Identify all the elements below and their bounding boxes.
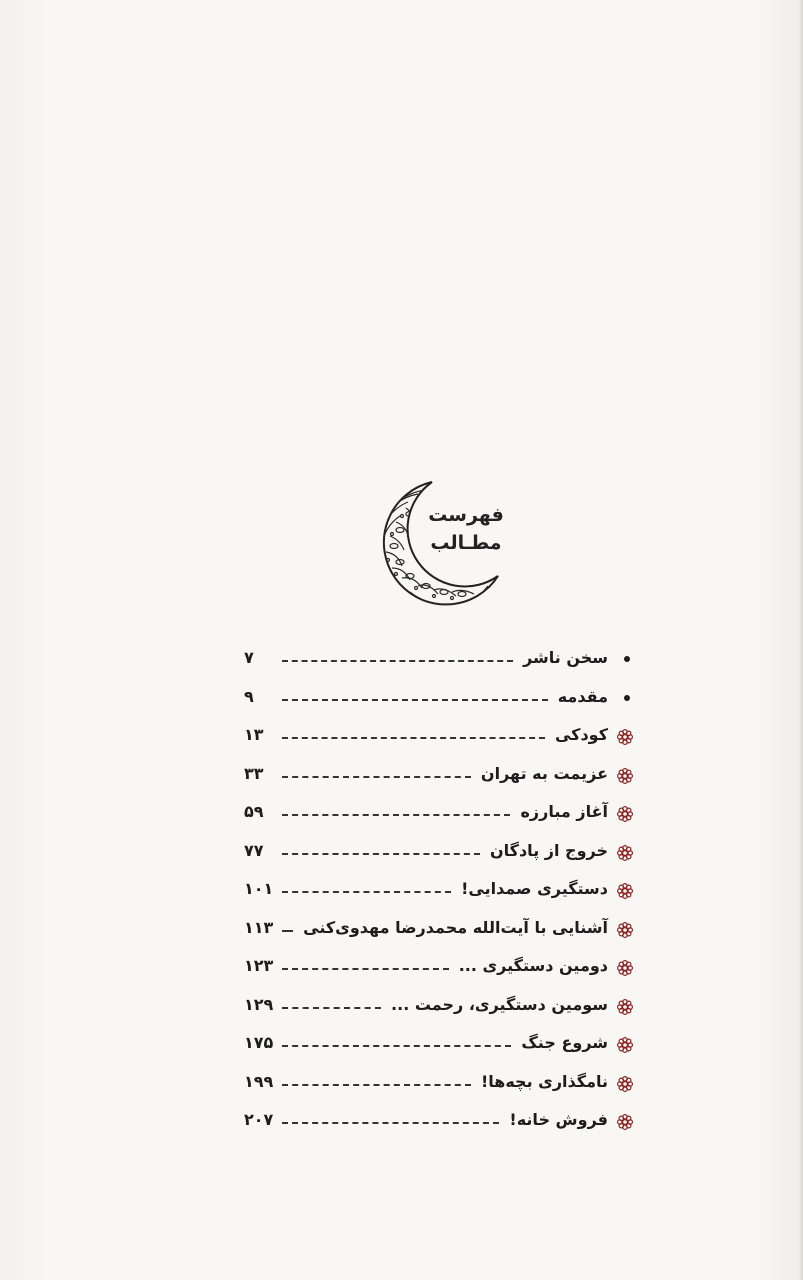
toc-item-page-number: ۱۱۳	[244, 918, 274, 937]
toc-row	[240, 685, 634, 713]
toc-item-title: دومین دستگیری ...	[458, 956, 608, 975]
toc-row	[240, 723, 634, 751]
toc-row	[240, 1031, 634, 1059]
toc-title-line-1: فهرست	[428, 504, 504, 526]
flower-icon	[616, 805, 634, 823]
toc-item-page-number: ۱۰۱	[244, 879, 274, 898]
toc-row	[240, 646, 634, 674]
toc-item-title: کودکی	[554, 725, 608, 744]
toc-row	[240, 839, 634, 867]
toc-item-title: مقدمه	[557, 687, 608, 706]
dotted-leader	[282, 660, 513, 662]
dotted-leader	[282, 930, 293, 932]
toc-item-page-number: ۷	[244, 648, 254, 667]
flower-icon	[616, 1036, 634, 1054]
dotted-leader	[282, 737, 545, 739]
toc-item-title: خروج از پادگان	[490, 841, 608, 860]
toc-item-page-number: ۳۳	[244, 764, 264, 783]
flower-icon	[616, 921, 634, 939]
dotted-leader	[282, 699, 548, 701]
dotted-leader	[282, 776, 471, 778]
toc-item-title: شروع جنگ	[521, 1033, 608, 1052]
bullet-icon	[624, 695, 630, 701]
dotted-leader	[282, 1045, 511, 1047]
toc-item-title: نامگذاری بچه‌ها!	[480, 1072, 608, 1091]
toc-row	[240, 800, 634, 828]
dotted-leader	[282, 814, 510, 816]
toc-row	[240, 916, 634, 944]
flower-icon	[616, 1113, 634, 1131]
toc-row	[240, 1070, 634, 1098]
toc-item-page-number: ۷۷	[244, 841, 264, 860]
flower-icon	[616, 1075, 634, 1093]
toc-item-page-number: ۱۲۹	[244, 995, 274, 1014]
dotted-leader	[282, 1084, 471, 1086]
toc-item-page-number: ۱۷۵	[244, 1033, 274, 1052]
toc-item-title: سخن ناشر	[523, 648, 608, 667]
toc-item-page-number: ۱۹۹	[244, 1072, 274, 1091]
flower-icon	[616, 844, 634, 862]
toc-item-title: آشنایی با آیت‌الله محمدرضا مهدوی‌کنی	[303, 918, 608, 937]
toc-row	[240, 954, 634, 982]
toc-item-title: عزیمت به تهران	[480, 764, 608, 783]
flower-icon	[616, 998, 634, 1016]
flower-icon	[616, 959, 634, 977]
toc-row	[240, 1108, 634, 1136]
page-edge	[798, 0, 803, 1280]
flower-icon	[616, 882, 634, 900]
toc-item-title: آغاز مبارزه	[520, 802, 608, 821]
toc-item-page-number: ۱۲۳	[244, 956, 274, 975]
toc-item-page-number: ۹	[244, 687, 254, 706]
flower-icon	[616, 728, 634, 746]
toc-row	[240, 762, 634, 790]
toc-item-title: فروش خانه!	[509, 1110, 608, 1129]
dotted-leader	[282, 891, 451, 893]
bullet-icon	[624, 656, 630, 662]
toc-item-page-number: ۱۳	[244, 725, 264, 744]
dotted-leader	[282, 968, 449, 970]
dotted-leader	[282, 1007, 381, 1009]
toc-row	[240, 993, 634, 1021]
toc-title-line-2: مطـالب	[430, 532, 502, 554]
toc-row	[240, 877, 634, 905]
dotted-leader	[282, 1122, 499, 1124]
dotted-leader	[282, 853, 480, 855]
toc-item-page-number: ۵۹	[244, 802, 264, 821]
flower-icon	[616, 767, 634, 785]
toc-item-title: دستگیری صمدایی!	[461, 879, 608, 898]
toc-item-page-number: ۲۰۷	[244, 1110, 274, 1129]
toc-item-title: سومین دستگیری، رحمت ...	[391, 995, 608, 1014]
toc-header	[370, 476, 510, 612]
